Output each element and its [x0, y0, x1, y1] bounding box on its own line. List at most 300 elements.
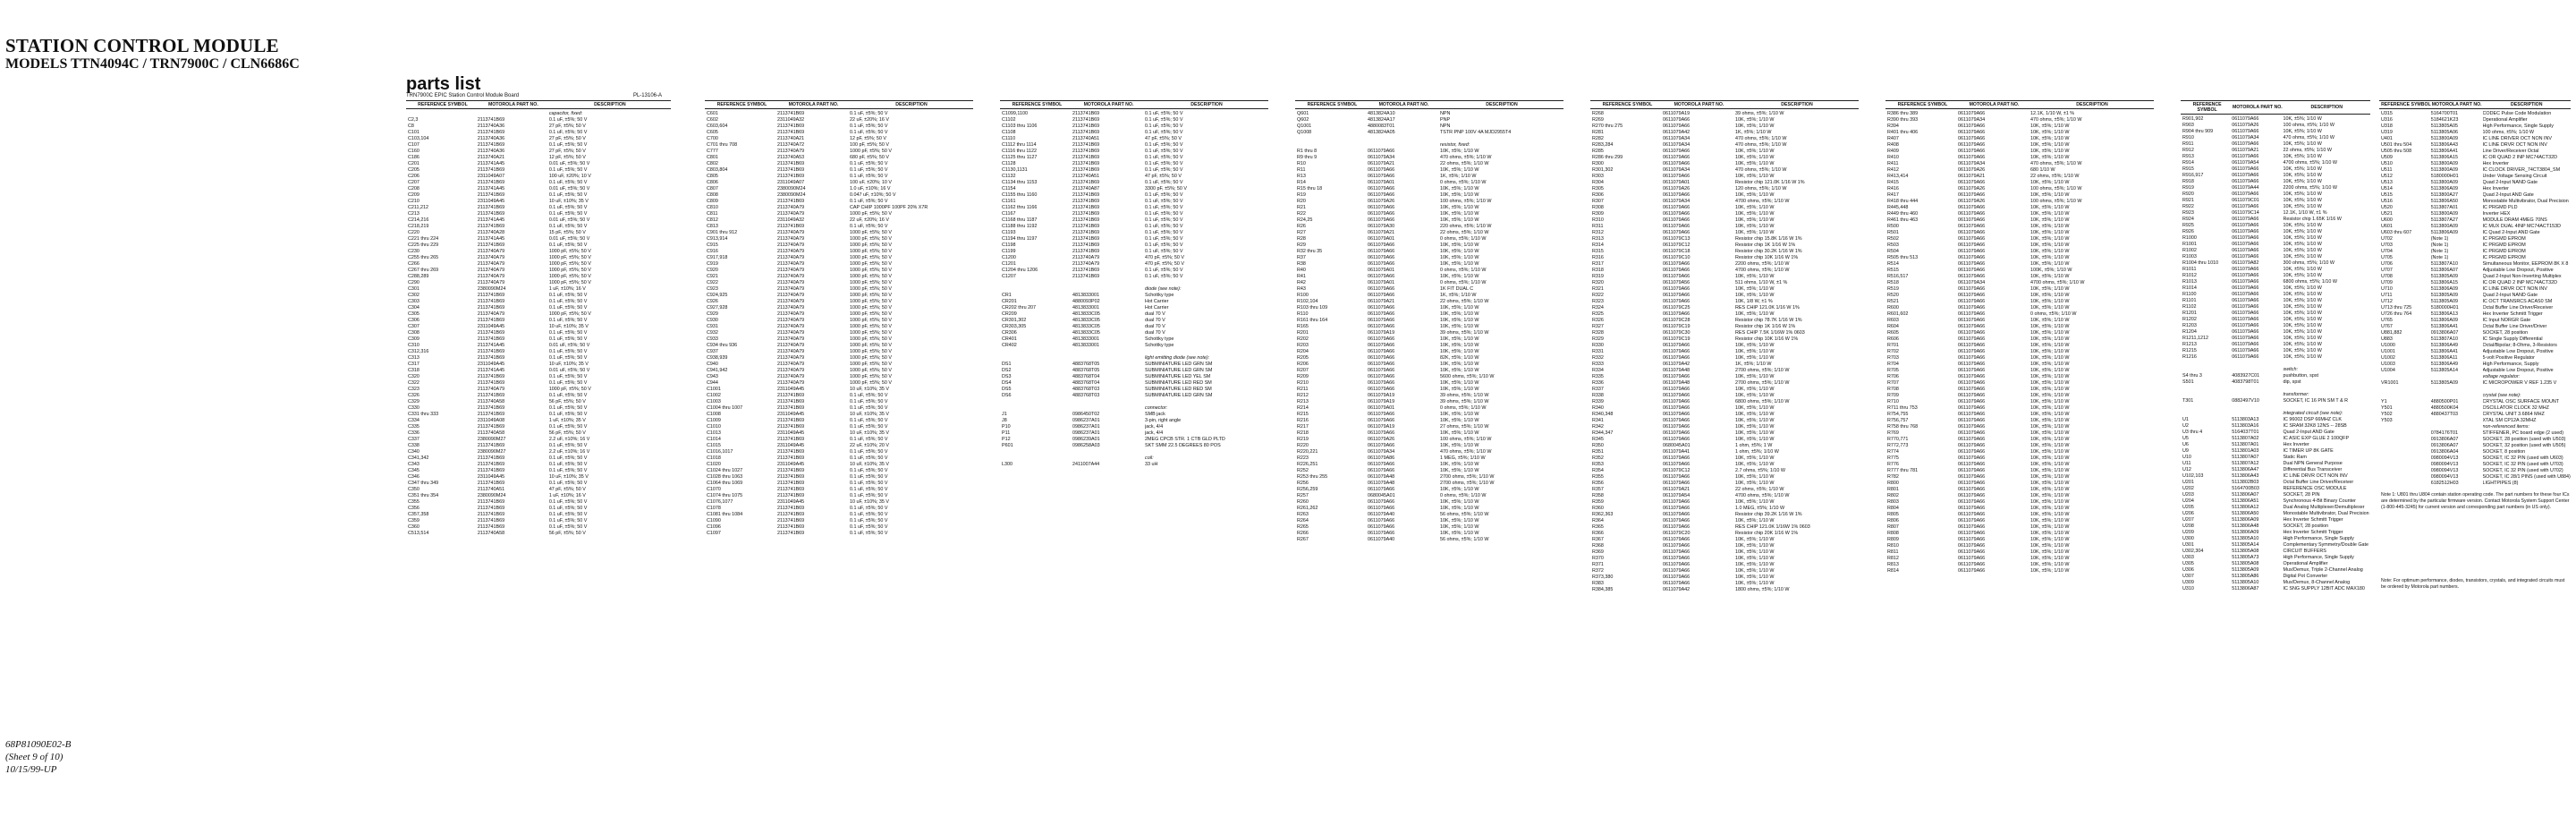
part-number-cell: 2113740A79: [477, 280, 505, 285]
part-number-cell: 0611079A66: [2232, 317, 2259, 322]
part-number-cell: 2113740A79: [777, 355, 805, 361]
table-row: [1295, 481, 1563, 487]
table-row: [406, 261, 671, 268]
part-number-cell: 0611079A26: [1663, 186, 1690, 191]
description-cell: 10K, ±5%; 1/10 W: [1440, 311, 1479, 317]
description-cell: CAP CHIP 1000PF 100PF 20% X7R: [850, 205, 928, 210]
part-number-cell: 4813833C05: [1072, 318, 1100, 323]
table-row: [406, 449, 671, 455]
part-number-cell: 5113805A14: [2430, 368, 2458, 373]
description-cell: 22 ohms, ±5%; 1/10 W: [1440, 161, 1489, 166]
ref-cell: [2181, 367, 2232, 373]
part-number-cell: 2113740A79: [777, 318, 805, 323]
description-cell: IC OR QUAD 2 INP MC74ACT32D: [2482, 155, 2558, 160]
part-number-cell: 2113741B69: [777, 449, 805, 455]
ref-cell: C101: [408, 130, 419, 135]
ref-cell: R918: [2182, 179, 2194, 184]
ref-cell: [1295, 142, 1368, 149]
footer-date: 10/15/99-UP: [5, 764, 57, 775]
ref-cell: R802: [1887, 493, 1899, 498]
description-cell: 10K, ±5%; 1/10 W: [2283, 267, 2322, 272]
part-number-cell: 0611079A34: [2232, 135, 2259, 140]
ref-cell: [2379, 424, 2431, 430]
table-row: [1590, 192, 1859, 199]
parts-column: [2379, 573, 2571, 608]
table-row: [1885, 549, 2154, 556]
table-row: [2181, 323, 2370, 329]
part-number-cell: 2380090M27: [477, 437, 506, 442]
table-row: [1295, 393, 1563, 399]
table-row: [406, 430, 671, 437]
table-row: [1000, 217, 1268, 224]
ref-cell: U316: [2381, 117, 2393, 123]
description-cell: integrated circuit (see note):: [2283, 411, 2343, 416]
ref-cell: C209: [408, 192, 419, 198]
table-row: [705, 186, 973, 192]
part-number-cell: 0611079A66: [1368, 255, 1395, 260]
description-cell: 1 ohm, ±5%; 1/10 W: [1735, 449, 1779, 455]
table-row: [1590, 568, 1859, 574]
ref-cell: U513: [2381, 180, 2393, 185]
ref-cell: C1016,1017: [707, 449, 733, 455]
ref-cell: U883: [2381, 336, 2393, 342]
part-number-cell: 0611079A66: [1663, 574, 1690, 580]
table-row: [1000, 343, 1268, 349]
table-row: [1295, 224, 1563, 230]
ref-cell: [2181, 361, 2232, 367]
description-cell: 10K, ±5%; 1/10 W: [1735, 224, 1775, 229]
part-number-cell: 5113805A09: [2430, 293, 2458, 298]
column-header-ref: REFERENCE SYMBOL: [418, 102, 468, 107]
ref-cell: C267 thru 269: [408, 268, 439, 273]
ref-cell: U10: [2182, 455, 2191, 460]
table-row: [1885, 217, 2154, 224]
ref-cell: U521: [2381, 211, 2393, 217]
part-number-cell: 5113805A06: [2430, 130, 2458, 135]
ref-cell: C603,604: [707, 123, 728, 129]
description-cell: 0.1 uF, ±5%; 50 V: [1145, 130, 1183, 135]
ref-cell: DS4: [1002, 380, 1012, 386]
ref-cell: L300: [1002, 462, 1013, 467]
part-number-cell: 2380090M24: [477, 493, 506, 498]
ref-cell: U709: [2381, 280, 2393, 285]
description-cell: Resistor chip 10K 1/16 W 1%: [1735, 255, 1799, 260]
table-row: [406, 374, 671, 380]
description-cell: 10K, ±5%; 1/10 W: [2030, 318, 2070, 323]
description-cell: 1.0 uF, ±10%; 16 V: [850, 186, 891, 191]
description-cell: Operational Amplifier: [2482, 117, 2528, 123]
ref-cell: U601: [2381, 224, 2393, 229]
part-number-cell: [2232, 361, 2283, 367]
description-cell: IC PRGMD EPROM: [2482, 255, 2526, 260]
table-row: [406, 142, 671, 149]
ref-cell: R11: [1297, 167, 1306, 173]
ref-cell: R42: [1297, 280, 1306, 285]
ref-cell: C941,942: [707, 368, 728, 373]
table-row: [1000, 305, 1268, 311]
table-row: [1590, 211, 1859, 217]
description-cell: 0.1 uF, ±5%; 50 V: [850, 161, 888, 166]
table-row: [1590, 537, 1859, 543]
description-cell: 47 pF, ±5%; 50 V: [1145, 174, 1182, 179]
table-row: [1000, 418, 1268, 424]
ref-cell: R266: [1297, 531, 1309, 536]
part-number-cell: 2113741B69: [777, 474, 805, 480]
part-number-cell: 0611079A66: [1958, 205, 1986, 210]
part-number-cell: 0611079A66: [2232, 223, 2259, 228]
description-cell: 22 ohms, ±5%; 1/10 W: [2030, 174, 2080, 179]
table-row: [1590, 449, 1859, 455]
table-row: [406, 268, 671, 274]
description-cell: 2MEG CPCB STR. 1 CTB GLD PLTD: [1145, 437, 1225, 442]
part-number-cell: 0611079A66: [1958, 293, 1986, 298]
part-number-cell: 2113741B69: [477, 318, 505, 323]
description-cell: Monostable Multivibrator, Dual Precision: [2283, 511, 2369, 516]
part-number-cell: 0611079A19: [1368, 399, 1395, 404]
description-cell: Resistor chip 15.8K 1/16 W 1%: [1735, 236, 1802, 242]
part-number-cell: 4813833C05: [1072, 324, 1100, 329]
table-row: [2379, 136, 2571, 142]
description-cell: 10K, ±5%; 1/10 W: [1735, 537, 1775, 542]
description-cell: coil:: [1145, 455, 1154, 461]
part-number-cell: [1072, 455, 1145, 462]
table-row: [2181, 198, 2370, 204]
description-cell: 10 uF, ±10%; 35 V: [548, 199, 589, 204]
table-row: [1295, 174, 1563, 180]
table-row: [2379, 274, 2571, 280]
section-heading-row: [2379, 393, 2571, 399]
ref-cell: U1001: [2381, 349, 2395, 354]
ref-cell: R418 thru 444: [1887, 199, 1919, 204]
part-number-cell: 2113741B69: [777, 418, 805, 423]
table-row: [705, 117, 973, 123]
table-row: [705, 462, 973, 468]
ref-cell: C924,925: [707, 293, 728, 298]
description-cell: 10K, ±5%; 1/10 W: [1440, 468, 1479, 473]
column-header: [705, 100, 973, 109]
table-row: [406, 481, 671, 487]
part-number-cell: 0913806A04: [2430, 449, 2459, 455]
ref-cell: R102,104: [1297, 299, 1318, 304]
ref-cell: C357,358: [408, 512, 429, 517]
description-cell: 1K, ±5%; 1/10 W: [1440, 293, 1477, 298]
description-cell: 10K, ±5%; 1/10 W: [2030, 355, 2070, 361]
description-cell: 0.1 uF, ±5%; 50 V: [548, 243, 588, 248]
table-row: [406, 412, 671, 418]
table-row: [1295, 167, 1563, 174]
description-cell: 10K, ±5%; 1/10 W: [2030, 305, 2070, 311]
description-cell: 0.1 uF, ±5%; 50 V: [548, 355, 588, 361]
ref-cell: R22: [1297, 211, 1306, 217]
table-row: [2181, 129, 2370, 135]
table-row: [2181, 123, 2370, 129]
table-row: [1295, 230, 1563, 236]
description-cell: 10K, ±5%; 1/10 W: [2030, 324, 2070, 329]
ref-cell: C338: [408, 443, 419, 448]
column-header-desc: DESCRIPTION: [895, 102, 928, 107]
part-number-cell: 2113741B69: [477, 330, 505, 336]
description-cell: 0.1 uF, ±5%; 50 V: [850, 224, 888, 229]
ref-cell: C1003: [707, 399, 721, 404]
table-row: [406, 443, 671, 449]
description-cell: 1000 pF, ±5%; 50 V: [850, 274, 893, 279]
table-row: [1590, 418, 1859, 424]
description-cell: IC Quad 2-Input AND Gate: [2482, 230, 2540, 235]
part-number-cell: 5113806A09: [2232, 530, 2259, 535]
description-cell: 1000 pF, ±5%; 50 V: [850, 261, 893, 267]
part-number-cell: 0611079C01: [2232, 198, 2259, 203]
ref-cell: C1024 thru 1027: [707, 468, 743, 473]
ref-cell: R326: [1592, 318, 1604, 323]
table-row: [705, 506, 973, 512]
description-cell: 10K, ±5%; 1/10 W: [2283, 248, 2322, 253]
description-cell: 10K, ±5%; 1/10 W: [2283, 191, 2322, 197]
description-cell: 1K, ±5%; 1/10 W: [1735, 130, 1772, 135]
ref-cell: R317: [1592, 261, 1604, 267]
table-row: [1000, 174, 1268, 180]
table-row: [1885, 236, 2154, 243]
ref-cell: C1116 thru 1122: [1002, 149, 1037, 154]
ref-cell: R384,385: [1592, 587, 1614, 592]
description-cell: 10K, ±5%; 1/10 W: [1735, 462, 1775, 467]
ref-cell: R161 thru 164: [1297, 318, 1328, 323]
table-row: [1590, 299, 1859, 305]
table-row: [1590, 236, 1859, 243]
ref-cell: U204: [2182, 498, 2194, 504]
table-row: [2181, 398, 2370, 404]
part-number-cell: 0611079A66: [1663, 117, 1690, 123]
ref-cell: C811: [707, 211, 718, 217]
table-row: [1295, 443, 1563, 449]
description-cell: SOCKET, 28 PIN: [2283, 492, 2320, 498]
table-row: [2379, 324, 2571, 330]
ref-cell: R366: [1592, 531, 1604, 536]
part-number-cell: [2232, 404, 2283, 411]
table-row: [1000, 330, 1268, 336]
table-row: [705, 224, 973, 230]
ref-cell: R265: [1297, 524, 1309, 530]
table-row: [705, 243, 973, 249]
ref-cell: C922: [707, 280, 718, 285]
column-header: [1590, 100, 1859, 109]
part-number-cell: 0611079A66: [1663, 343, 1690, 348]
description-cell: Quad 2-Input AND Gate: [2482, 192, 2534, 198]
description-cell: 10 uF, ±10%; 35 V: [548, 362, 589, 367]
part-number-cell: [2431, 418, 2483, 424]
part-number-cell: 0611079A66: [1958, 311, 1986, 317]
table-row: [1885, 324, 2154, 330]
table-row: [1885, 186, 2154, 192]
column-header-ref: REFERENCE SYMBOL: [2192, 102, 2222, 113]
part-number-cell: 2113741B69: [477, 142, 505, 148]
ref-cell: R808: [1887, 531, 1899, 536]
description-cell: 0.1 uF, ±5%; 50 V: [850, 455, 888, 461]
description-cell: 0.1 uF, ±5%; 50 V: [850, 481, 888, 486]
part-number-cell: 0611079A66: [1958, 387, 1986, 392]
description-cell: CRYSTAL UNIT 3.6864 MHZ: [2482, 412, 2545, 417]
part-number-cell: 0611079A34: [1663, 167, 1690, 173]
description-cell: 10K, 1/8 W, ±1 %: [1735, 299, 1773, 304]
description-cell: 12 pF, ±5%; 50 V: [850, 136, 887, 141]
description-cell: 10K, ±5%; 1/10 W: [2030, 217, 2070, 223]
part-number-cell: 0611079A66: [2232, 191, 2259, 197]
ref-cell: C1009: [707, 418, 721, 423]
table-row: [406, 167, 671, 174]
part-number-cell: 0611079A19: [1368, 330, 1395, 336]
description-cell: 0.1 uF, ±5%; 50 V: [850, 393, 888, 398]
ref-cell: R362,363: [1592, 512, 1614, 517]
ref-cell: R519: [1887, 286, 1899, 292]
description-cell: dual 70 V: [1145, 318, 1165, 323]
table-row: [1590, 142, 1859, 149]
ref-cell: C334: [408, 418, 419, 423]
ref-cell: C8: [408, 123, 414, 129]
description-cell: 10K, ±5%; 1/10 W: [1735, 430, 1775, 436]
ref-cell: R305: [1592, 186, 1604, 191]
description-cell: 10K, ±5%; 1/10 W: [1440, 305, 1479, 311]
part-number-cell: 0611079A66: [2232, 204, 2259, 209]
ref-cell: C340: [408, 449, 419, 455]
table-row: [1295, 468, 1563, 474]
description-cell: 680 1/10 W: [2030, 167, 2055, 173]
ref-cell: R814: [1887, 568, 1899, 574]
description-cell: 0 ohms, ±5%; 1/10 W: [1440, 180, 1487, 185]
part-number-cell: 4883768T05: [1072, 362, 1100, 367]
ref-cell: R253 thru 255: [1297, 474, 1328, 480]
ref-cell: R903: [2182, 123, 2194, 128]
part-number-cell: 2113741B69: [477, 180, 505, 185]
ref-cell: C1070: [707, 487, 721, 492]
description-cell: 0.1 uF, ±5%; 50 V: [1145, 243, 1183, 248]
description-cell: 10K, ±5%; 1/10 W: [2283, 235, 2322, 241]
ref-cell: VR1001: [2381, 380, 2399, 386]
table-row: [1000, 299, 1268, 305]
description-cell: IC TIMER UP 8K GATE: [2283, 448, 2334, 454]
description-cell: 27 pF, ±5%; 50 V: [548, 123, 586, 129]
description-cell: 0.1 uF, ±5%; 50 V: [1145, 117, 1183, 123]
part-number-cell: 0611079A66: [1663, 455, 1690, 461]
table-row: [705, 380, 973, 387]
table-row: [705, 455, 973, 462]
part-number-cell: 2113741B69: [777, 468, 805, 473]
table-row: [1295, 268, 1563, 274]
table-row: [1590, 556, 1859, 562]
table-row: [1885, 499, 2154, 506]
ref-cell: C777: [707, 149, 718, 154]
ref-cell: R1002: [2182, 248, 2197, 253]
table-row: [2379, 261, 2571, 268]
description-cell: 3-pin, right angle: [1145, 418, 1182, 423]
part-number-cell: (Note 1): [2430, 243, 2449, 248]
ref-cell: R345: [1592, 437, 1604, 442]
table-row: [1590, 330, 1859, 336]
table-row: [1590, 349, 1859, 355]
ref-cell: C913,914: [707, 236, 728, 242]
part-number-cell: 4880093P02: [1072, 299, 1100, 304]
description-cell: SMB jack: [1145, 412, 1165, 417]
description-cell: CIRCUIT BUFFERS: [2283, 549, 2326, 554]
ref-cell: R329: [1592, 336, 1604, 342]
table-row: [1885, 399, 2154, 405]
column-header-desc: DESCRIPTION: [1191, 102, 1223, 107]
part-number-cell: 0611079A66: [1958, 412, 1986, 417]
description-cell: 10 uF, ±10%; 35 V: [850, 412, 890, 417]
part-number-cell: 0611079A21: [1368, 230, 1395, 235]
table-row: [2379, 268, 2571, 274]
ref-cell: C513,514: [408, 531, 429, 536]
ref-cell: C919: [707, 261, 718, 267]
table-row: [2379, 249, 2571, 255]
table-row: [1295, 462, 1563, 468]
ref-cell: R410: [1887, 155, 1899, 160]
table-row: [2181, 298, 2370, 304]
table-row: [1295, 299, 1563, 305]
description-cell: Hot Carrier: [1145, 299, 1169, 304]
table-row: [1000, 268, 1268, 274]
ref-cell: C943: [707, 374, 718, 379]
description-cell: 10K, ±5%; 1/10 W: [2030, 330, 2070, 336]
table-row: [406, 192, 671, 199]
part-number-cell: 5113806A15: [2430, 155, 2458, 160]
ref-cell: R285: [1592, 149, 1604, 154]
part-number-cell: 0611079C14: [2232, 210, 2259, 216]
description-cell: 56 ohms, ±5%; 1/10 W: [1440, 537, 1489, 542]
description-cell: 12 pF, ±5%; 50 V: [548, 155, 586, 160]
description-cell: 0.1 uF, ±5%; 50 V: [850, 531, 888, 536]
ref-cell: R408: [1887, 142, 1899, 148]
description-cell: 0.01 uF, ±5%; 50 V: [548, 217, 590, 223]
part-number-cell: 2113740A36: [477, 123, 505, 129]
table-row: [1000, 111, 1268, 117]
part-number-cell: 4813833C05: [1072, 311, 1100, 317]
description-cell: [1145, 280, 1268, 286]
part-number-cell: 0611079A66: [1958, 336, 1986, 342]
table-row: [2379, 430, 2571, 437]
column-header: [1885, 100, 2154, 109]
table-row: [705, 412, 973, 418]
description-cell: dip, spst: [2283, 379, 2301, 385]
ref-cell: S501: [2182, 379, 2194, 385]
table-row: [1885, 336, 2154, 343]
table-row: [1885, 136, 2154, 142]
description-cell: 470 ohms, ±5%; 1/10 W: [1735, 167, 1787, 173]
part-number-cell: 0611079A66: [1368, 293, 1395, 298]
description-cell: 10K, ±5%; 1/10 W: [2283, 292, 2322, 297]
description-cell: 1000 pF, ±5%; 50 V: [850, 243, 893, 248]
part-number-cell: 0611079A66: [1368, 249, 1395, 254]
table-row: [705, 255, 973, 261]
table-row: [2181, 567, 2370, 574]
description-cell: 0.1 uF, ±5%; 50 V: [850, 199, 888, 204]
table-row: [705, 424, 973, 430]
part-number-cell: 0611079A66: [1368, 311, 1395, 317]
ref-cell: R811: [1887, 549, 1899, 555]
description-cell: 10K, ±5%; 1/10 W: [2030, 487, 2070, 492]
part-number-cell: 2113741B69: [777, 487, 805, 492]
ref-cell: C1004 thru 1007: [707, 405, 743, 411]
table-row: [1590, 581, 1859, 587]
ref-cell: C356: [408, 506, 419, 511]
description-cell: 10K, ±5%; 1/10 W: [1440, 387, 1479, 392]
table-row: [2181, 505, 2370, 511]
table-row: [1885, 192, 2154, 199]
ref-cell: R268: [1592, 111, 1604, 116]
table-row: [1590, 311, 1859, 318]
parts-rows: [1885, 111, 2154, 574]
part-number-cell: 4813833C05: [1072, 330, 1100, 336]
ref-cell: C355: [408, 499, 419, 505]
description-cell: 39 ohms, ±5%; 1/10 W: [1735, 111, 1784, 116]
